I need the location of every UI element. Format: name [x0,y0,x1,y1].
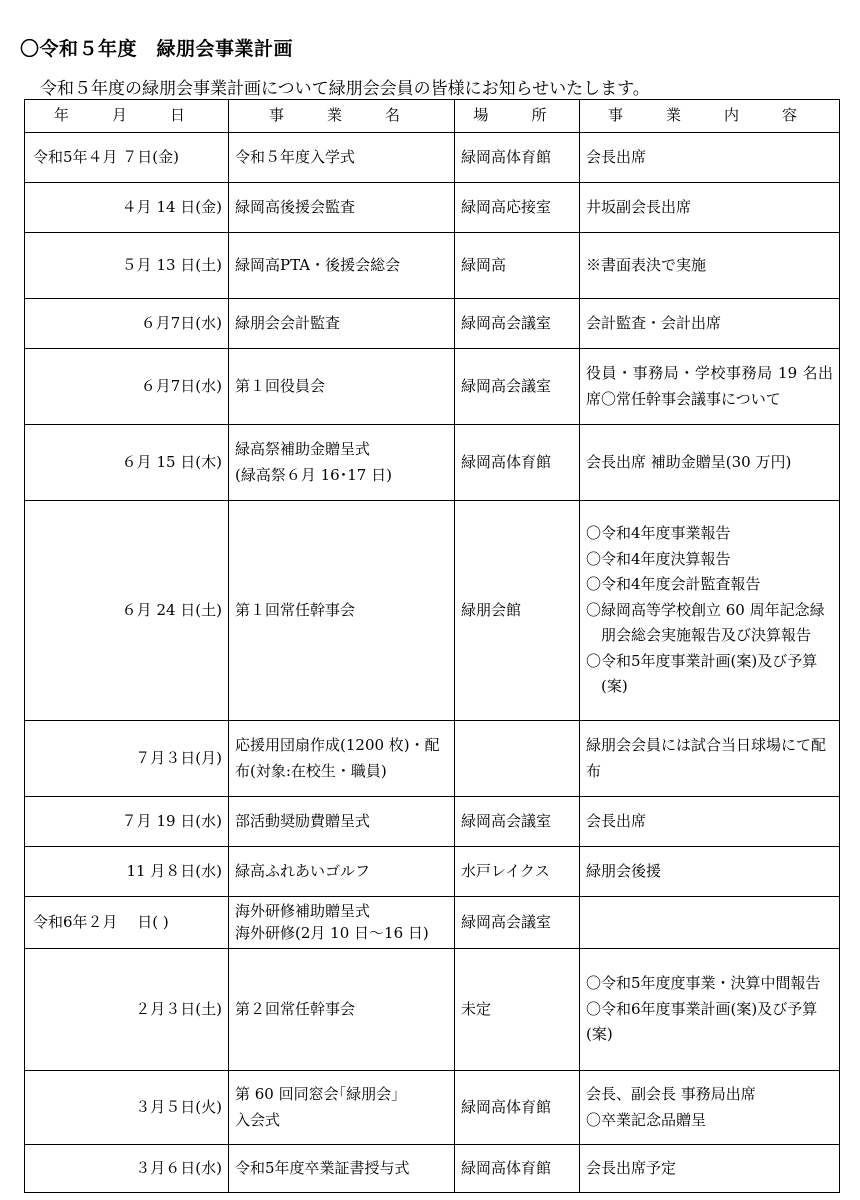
event-cell [229,797,455,847]
place-cell: 水戸レイクス [455,847,580,897]
header-place: 場 所 [455,100,580,133]
place-cell: 緑岡高会議室 [455,797,580,847]
header-event: 事 業 名 [229,100,455,133]
detail-line: 〇卒業記念品贈呈 [586,1110,707,1129]
header-row [25,100,840,133]
event-line: 緑岡高PTA・後援会総会 [235,255,401,274]
event-line: 令和5年度卒業証書授与式 [235,1158,410,1177]
table-row [25,299,840,349]
event-cell [229,133,455,183]
table-row [25,425,840,501]
event-line: 第 60 回同窓会｢緑朋会｣ [235,1085,399,1103]
place-cell: 緑岡高 [455,233,580,299]
detail-line: 〇令和5年度事業計画(案)及び予算(案) [586,651,818,696]
details-cell [580,949,840,1071]
table-row [25,183,840,233]
event-cell [229,949,455,1071]
event-line: 入会式 [235,1110,281,1129]
detail-line: 緑朋会後援 [586,861,662,880]
detail-line: 〇令和4年度事業報告 [586,524,731,543]
place-cell: 緑岡高体育館 [455,1071,580,1145]
event-line: 海外研修(2月 10 日～16 日) [235,923,429,942]
date-cell: ７月 19 日(水) [25,797,229,847]
event-cell [229,897,455,949]
detail-line: 〇令和6年度事業計画(案)及び予算(案) [586,999,818,1044]
page-title: 〇令和５年度 緑朋会事業計画 [20,38,294,60]
event-cell [229,349,455,425]
table-row [25,721,840,797]
event-line: 第２回常任幹事会 [235,999,356,1018]
details-cell [580,133,840,183]
details-cell [580,1071,840,1145]
plan-table [24,99,840,1193]
place-cell: 緑朋会館 [455,501,580,721]
place-cell: 未定 [455,949,580,1071]
event-line: 緑岡高後援会監査 [235,197,356,216]
date-cell: 令和5年４月 ７日(金) [25,133,229,183]
date-cell: ３月５日(火) [25,1071,229,1145]
date-cell: ６月7日(水) [25,299,229,349]
detail-line: 〇令和4年度決算報告 [586,549,731,568]
event-line: 第１回役員会 [235,376,326,395]
table-row [25,501,840,721]
place-cell: 緑岡高体育館 [455,133,580,183]
details-cell [580,299,840,349]
date-cell: 令和6年２月 日( ) [25,897,229,949]
detail-line: 〇令和4年度会計監査報告 [586,575,761,594]
event-line: 部活動奨励費贈呈式 [235,811,371,830]
table-row [25,1145,840,1193]
detail-line: ※書面表決で実施 [586,255,707,274]
date-cell: ２月３日(土) [25,949,229,1071]
date-cell: ７月３日(月) [25,721,229,797]
event-line: 第１回常任幹事会 [235,600,356,619]
table-row [25,133,840,183]
event-cell [229,847,455,897]
event-cell [229,425,455,501]
date-cell: ３月６日(水) [25,1145,229,1193]
table-row [25,797,840,847]
place-cell: 緑岡高体育館 [455,1145,580,1193]
date-cell: ４月 14 日(金) [25,183,229,233]
event-cell [229,721,455,797]
event-cell [229,501,455,721]
detail-line: 会長出席 補助金贈呈(30 万円) [586,452,792,471]
details-cell [580,501,840,721]
details-cell [580,897,840,949]
details-cell [580,349,840,425]
details-cell [580,1145,840,1193]
event-cell [229,1145,455,1193]
detail-line: 緑朋会会員には試合当日球場にて配布 [586,736,827,780]
place-cell [455,721,580,797]
event-line: (緑高祭６月 16･17 日) [235,465,392,484]
intro-text: 令和５年度の緑朋会事業計画について緑朋会会員の皆様にお知らせいたします。 [40,79,650,99]
details-cell [580,847,840,897]
details-cell [580,425,840,501]
event-line: 令和５年度入学式 [235,147,356,166]
date-cell: ６月 15 日(木) [25,425,229,501]
details-cell [580,233,840,299]
date-cell: ６月7日(水) [25,349,229,425]
place-cell: 緑岡高応接室 [455,183,580,233]
detail-line: 〇令和5年度度事業・決算中間報告 [586,974,821,993]
table-row [25,949,840,1071]
table-row [25,349,840,425]
details-cell [580,797,840,847]
date-cell: ６月 24 日(土) [25,501,229,721]
detail-line: 会長、副会長 事務局出席 [586,1085,756,1103]
event-cell [229,183,455,233]
place-cell: 緑岡高会議室 [455,349,580,425]
table-row [25,897,840,949]
event-line: 緑高ふれあいゴルフ [235,861,371,880]
header-details: 事 業 内 容 [580,100,840,133]
event-line: 緑朋会会計監査 [235,313,341,332]
detail-line: 会計監査・会計出席 [586,313,722,332]
place-cell: 緑岡高会議室 [455,299,580,349]
detail-line: 会長出席 [586,147,647,166]
event-line: 海外研修補助贈呈式 [235,901,371,920]
detail-line: 会長出席 [586,811,647,830]
details-cell [580,183,840,233]
details-cell [580,721,840,797]
place-cell: 緑岡高体育館 [455,425,580,501]
event-cell [229,1071,455,1145]
date-cell: 11 月８日(水) [25,847,229,897]
header-date: 年 月 日 [25,100,229,133]
table-row [25,1071,840,1145]
event-cell [229,233,455,299]
detail-line: 〇緑岡高等学校創立 60 周年記念緑朋会総会実施報告及び決算報告 [586,600,825,645]
event-line: 応援用団扇作成(1200 枚)・配布(対象:在校生・職員) [235,736,440,780]
date-cell: ５月 13 日(土) [25,233,229,299]
table-row [25,233,840,299]
table-row [25,847,840,897]
event-line: 緑高祭補助金贈呈式 [235,440,371,458]
event-cell [229,299,455,349]
detail-line: 井坂副会長出席 [586,197,692,216]
detail-line: 役員・事務局・学校事務局 19 名出席〇常任幹事会議事について [586,364,833,408]
place-cell: 緑岡高会議室 [455,897,580,949]
detail-line: 会長出席予定 [586,1158,677,1177]
